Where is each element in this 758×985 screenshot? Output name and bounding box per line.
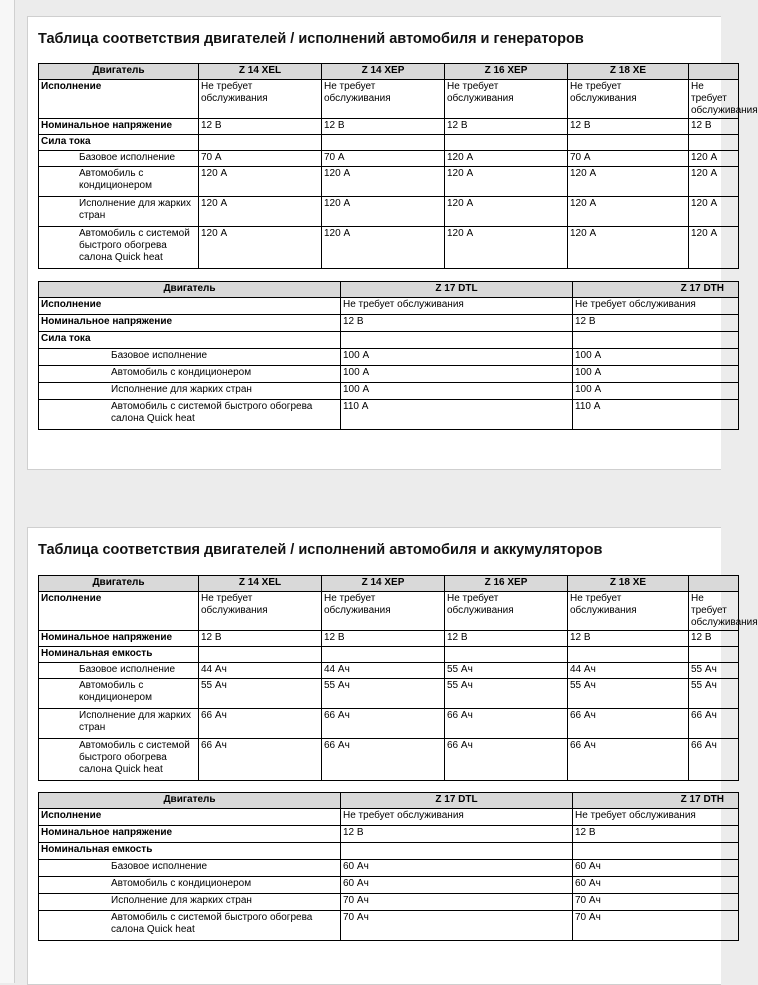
table-cell [322, 647, 445, 663]
batteries-table-petrol [38, 575, 758, 781]
table-cell: 66 Ач [568, 709, 689, 739]
table-cell: 44 Ач [322, 663, 445, 679]
table-cell: 60 Ач [341, 860, 573, 877]
table-cell: 120 А [689, 197, 739, 227]
header-cell: Двигатель [39, 576, 199, 592]
table-cell [573, 843, 739, 860]
row-label: Автомобиль с системой быстрого обогрева салона Quick heat [39, 227, 199, 269]
table-cell: 12 В [322, 119, 445, 135]
table-cell: Не требует обслуживания [573, 809, 739, 826]
generators-table-diesel [38, 281, 739, 430]
generators-table-petrol [38, 63, 758, 269]
table-cell: 44 Ач [568, 663, 689, 679]
table-cell [445, 647, 568, 663]
header-cell: Z 18 XE [568, 64, 689, 80]
table-cell: Не требует обслуживания [199, 592, 322, 631]
table-cell: 12 В [445, 119, 568, 135]
table-cell: 120 А [445, 151, 568, 167]
table-cell: 55 Ач [689, 663, 739, 679]
table-cell: 12 В [568, 119, 689, 135]
table-header-row [39, 64, 739, 80]
header-cell: Z 16 XEP [445, 576, 568, 592]
row-label: Базовое исполнение [39, 151, 199, 167]
table-row [39, 663, 739, 679]
page-title-batteries: Таблица соответствия двигателей / исполнений автомобиля и аккумуляторов [38, 542, 603, 558]
table-cell: 100 А [341, 366, 573, 383]
header-cell: Z 14 XEP [322, 64, 445, 80]
table-cell: 60 Ач [573, 877, 739, 894]
table-row [39, 911, 739, 941]
table-cell: 66 Ач [445, 709, 568, 739]
table-cell: 110 А [573, 400, 739, 430]
table-cell: 12 В [341, 315, 573, 332]
table-cell: 60 Ач [341, 877, 573, 894]
table-cell [341, 332, 573, 349]
row-label: Исполнение для жарких стран [39, 709, 199, 739]
table-cell: 12 В [341, 826, 573, 843]
table-cell: 55 Ач [445, 663, 568, 679]
header-cell: Z 17 DTL [341, 793, 573, 809]
table-cell: Не требует обслуживания [322, 592, 445, 631]
table-row [39, 135, 739, 151]
table-cell: Не требует обслуживания [689, 80, 739, 119]
row-label: Автомобиль с кондиционером [39, 366, 341, 383]
row-label: Автомобиль с системой быстрого обогрева салона Quick heat [39, 911, 341, 941]
table-row [39, 400, 739, 430]
header-cell [689, 64, 739, 80]
table-cell: Не требует обслуживания [568, 80, 689, 119]
table-row [39, 167, 739, 197]
table-cell: 12 В [689, 631, 739, 647]
table-row [39, 151, 739, 167]
header-cell: Z 14 XEP [322, 576, 445, 592]
table-cell [199, 135, 322, 151]
table-cell [341, 843, 573, 860]
row-label: Автомобиль с кондиционером [39, 877, 341, 894]
row-label: Автомобиль с кондиционером [39, 167, 199, 197]
table-row [39, 332, 739, 349]
header-cell [689, 576, 739, 592]
row-label: Автомобиль с системой быстрого обогрева салона Quick heat [39, 400, 341, 430]
table-cell [568, 647, 689, 663]
table-row [39, 860, 739, 877]
header-cell: Двигатель [39, 793, 341, 809]
table-cell: 100 А [573, 383, 739, 400]
table-row [39, 679, 739, 709]
table-cell: 66 Ач [322, 709, 445, 739]
table-cell: Не требует обслуживания [689, 592, 739, 631]
table-cell: 120 А [689, 227, 739, 269]
table-cell: 66 Ач [199, 739, 322, 781]
left-scroll-gutter [0, 0, 15, 983]
header-cell: Z 18 XE [568, 576, 689, 592]
table-cell: 120 А [199, 197, 322, 227]
table-cell: 120 А [689, 167, 739, 197]
table-cell: 55 Ач [689, 679, 739, 709]
row-label: Базовое исполнение [39, 860, 341, 877]
header-cell: Z 17 DTL [341, 282, 573, 298]
row-label: Номинальное напряжение [39, 315, 341, 332]
table-cell: 44 Ач [199, 663, 322, 679]
table-row [39, 843, 739, 860]
table-cell: 120 А [199, 227, 322, 269]
table-row [39, 647, 739, 663]
row-label: Исполнение [39, 592, 199, 631]
table-row [39, 227, 739, 269]
table-cell: 120 А [445, 197, 568, 227]
batteries-panel [27, 527, 758, 985]
table-cell: 120 А [322, 167, 445, 197]
table-cell: 60 Ач [573, 860, 739, 877]
table-row [39, 119, 739, 135]
table-cell: 70 Ач [573, 894, 739, 911]
table-row [39, 709, 739, 739]
table-cell: 12 В [689, 119, 739, 135]
table-cell: 55 Ач [568, 679, 689, 709]
header-cell: Двигатель [39, 64, 199, 80]
table-cell: Не требует обслуживания [322, 80, 445, 119]
table-cell: 12 В [445, 631, 568, 647]
table-cell: 66 Ач [445, 739, 568, 781]
table-cell: 66 Ач [568, 739, 689, 781]
table-cell: Не требует обслуживания [573, 298, 739, 315]
table-cell [322, 135, 445, 151]
table-row [39, 877, 739, 894]
row-label: Номинальная емкость [39, 647, 199, 663]
table-row [39, 592, 739, 631]
table-cell: Не требует обслуживания [568, 592, 689, 631]
table-row [39, 366, 739, 383]
table-cell: 100 А [341, 349, 573, 366]
table-cell: 120 А [568, 167, 689, 197]
row-label: Автомобиль с кондиционером [39, 679, 199, 709]
table-cell: 66 Ач [689, 709, 739, 739]
table-row [39, 894, 739, 911]
row-label: Исполнение для жарких стран [39, 894, 341, 911]
table-cell: 70 Ач [341, 894, 573, 911]
batteries-table-diesel [38, 792, 739, 941]
table-cell [199, 647, 322, 663]
table-cell [689, 135, 739, 151]
table-cell: 100 А [341, 383, 573, 400]
table-cell: 120 А [689, 151, 739, 167]
row-label: Исполнение для жарких стран [39, 197, 199, 227]
table-cell: 55 Ач [445, 679, 568, 709]
table-row [39, 298, 739, 315]
table-cell: Не требует обслуживания [341, 298, 573, 315]
header-cell: Z 14 XEL [199, 576, 322, 592]
table-cell: 70 А [322, 151, 445, 167]
row-label: Исполнение [39, 809, 341, 826]
table-row [39, 809, 739, 826]
table-cell [689, 647, 739, 663]
row-label: Базовое исполнение [39, 349, 341, 366]
table-row [39, 739, 739, 781]
table-row [39, 315, 739, 332]
table-cell: 120 А [568, 227, 689, 269]
header-cell: Z 17 DTH [573, 282, 739, 298]
row-label: Сила тока [39, 135, 199, 151]
table-header-row [39, 576, 739, 592]
header-cell: Z 14 XEL [199, 64, 322, 80]
table-cell: 12 В [199, 119, 322, 135]
table-cell: Не требует обслуживания [445, 80, 568, 119]
row-label: Автомобиль с системой быстрого обогрева салона Quick heat [39, 739, 199, 781]
table-cell: 70 Ач [341, 911, 573, 941]
page-title-generators: Таблица соответствия двигателей / исполнений автомобиля и генераторов [38, 31, 584, 47]
table-cell: 100 А [573, 366, 739, 383]
row-label: Номинальное напряжение [39, 119, 199, 135]
table-row [39, 80, 739, 119]
table-cell: 120 А [322, 227, 445, 269]
table-cell: Не требует обслуживания [341, 809, 573, 826]
table-cell: 12 В [199, 631, 322, 647]
table-cell: 70 Ач [573, 911, 739, 941]
table-row [39, 631, 739, 647]
table-cell: 70 А [199, 151, 322, 167]
header-cell: Z 16 XEP [445, 64, 568, 80]
row-label: Номинальное напряжение [39, 826, 341, 843]
table-cell: Не требует обслуживания [199, 80, 322, 119]
table-row [39, 349, 739, 366]
row-label: Исполнение [39, 80, 199, 119]
table-cell: 12 В [322, 631, 445, 647]
row-label: Номинальная емкость [39, 843, 341, 860]
header-cell: Двигатель [39, 282, 341, 298]
row-label: Базовое исполнение [39, 663, 199, 679]
table-cell: 55 Ач [199, 679, 322, 709]
table-cell: 120 А [199, 167, 322, 197]
generators-panel [27, 16, 758, 470]
table-cell: 120 А [445, 167, 568, 197]
table-cell: Не требует обслуживания [445, 592, 568, 631]
table-cell [573, 332, 739, 349]
table-cell: 110 А [341, 400, 573, 430]
table-row [39, 383, 739, 400]
table-cell: 55 Ач [322, 679, 445, 709]
table-cell: 66 Ач [689, 739, 739, 781]
row-label: Сила тока [39, 332, 341, 349]
header-cell: Z 17 DTH [573, 793, 739, 809]
table-cell [445, 135, 568, 151]
table-cell: 120 А [322, 197, 445, 227]
table-cell: 120 А [445, 227, 568, 269]
table-cell: 120 А [568, 197, 689, 227]
table-cell: 66 Ач [322, 739, 445, 781]
table-cell: 100 А [573, 349, 739, 366]
table-cell: 12 В [573, 315, 739, 332]
table-cell: 12 В [568, 631, 689, 647]
table-cell [568, 135, 689, 151]
table-row [39, 826, 739, 843]
table-row [39, 197, 739, 227]
row-label: Исполнение для жарких стран [39, 383, 341, 400]
row-label: Номинальное напряжение [39, 631, 199, 647]
row-label: Исполнение [39, 298, 341, 315]
table-cell: 70 А [568, 151, 689, 167]
table-cell: 12 В [573, 826, 739, 843]
table-header-row [39, 793, 739, 809]
table-header-row [39, 282, 739, 298]
table-cell: 66 Ач [199, 709, 322, 739]
